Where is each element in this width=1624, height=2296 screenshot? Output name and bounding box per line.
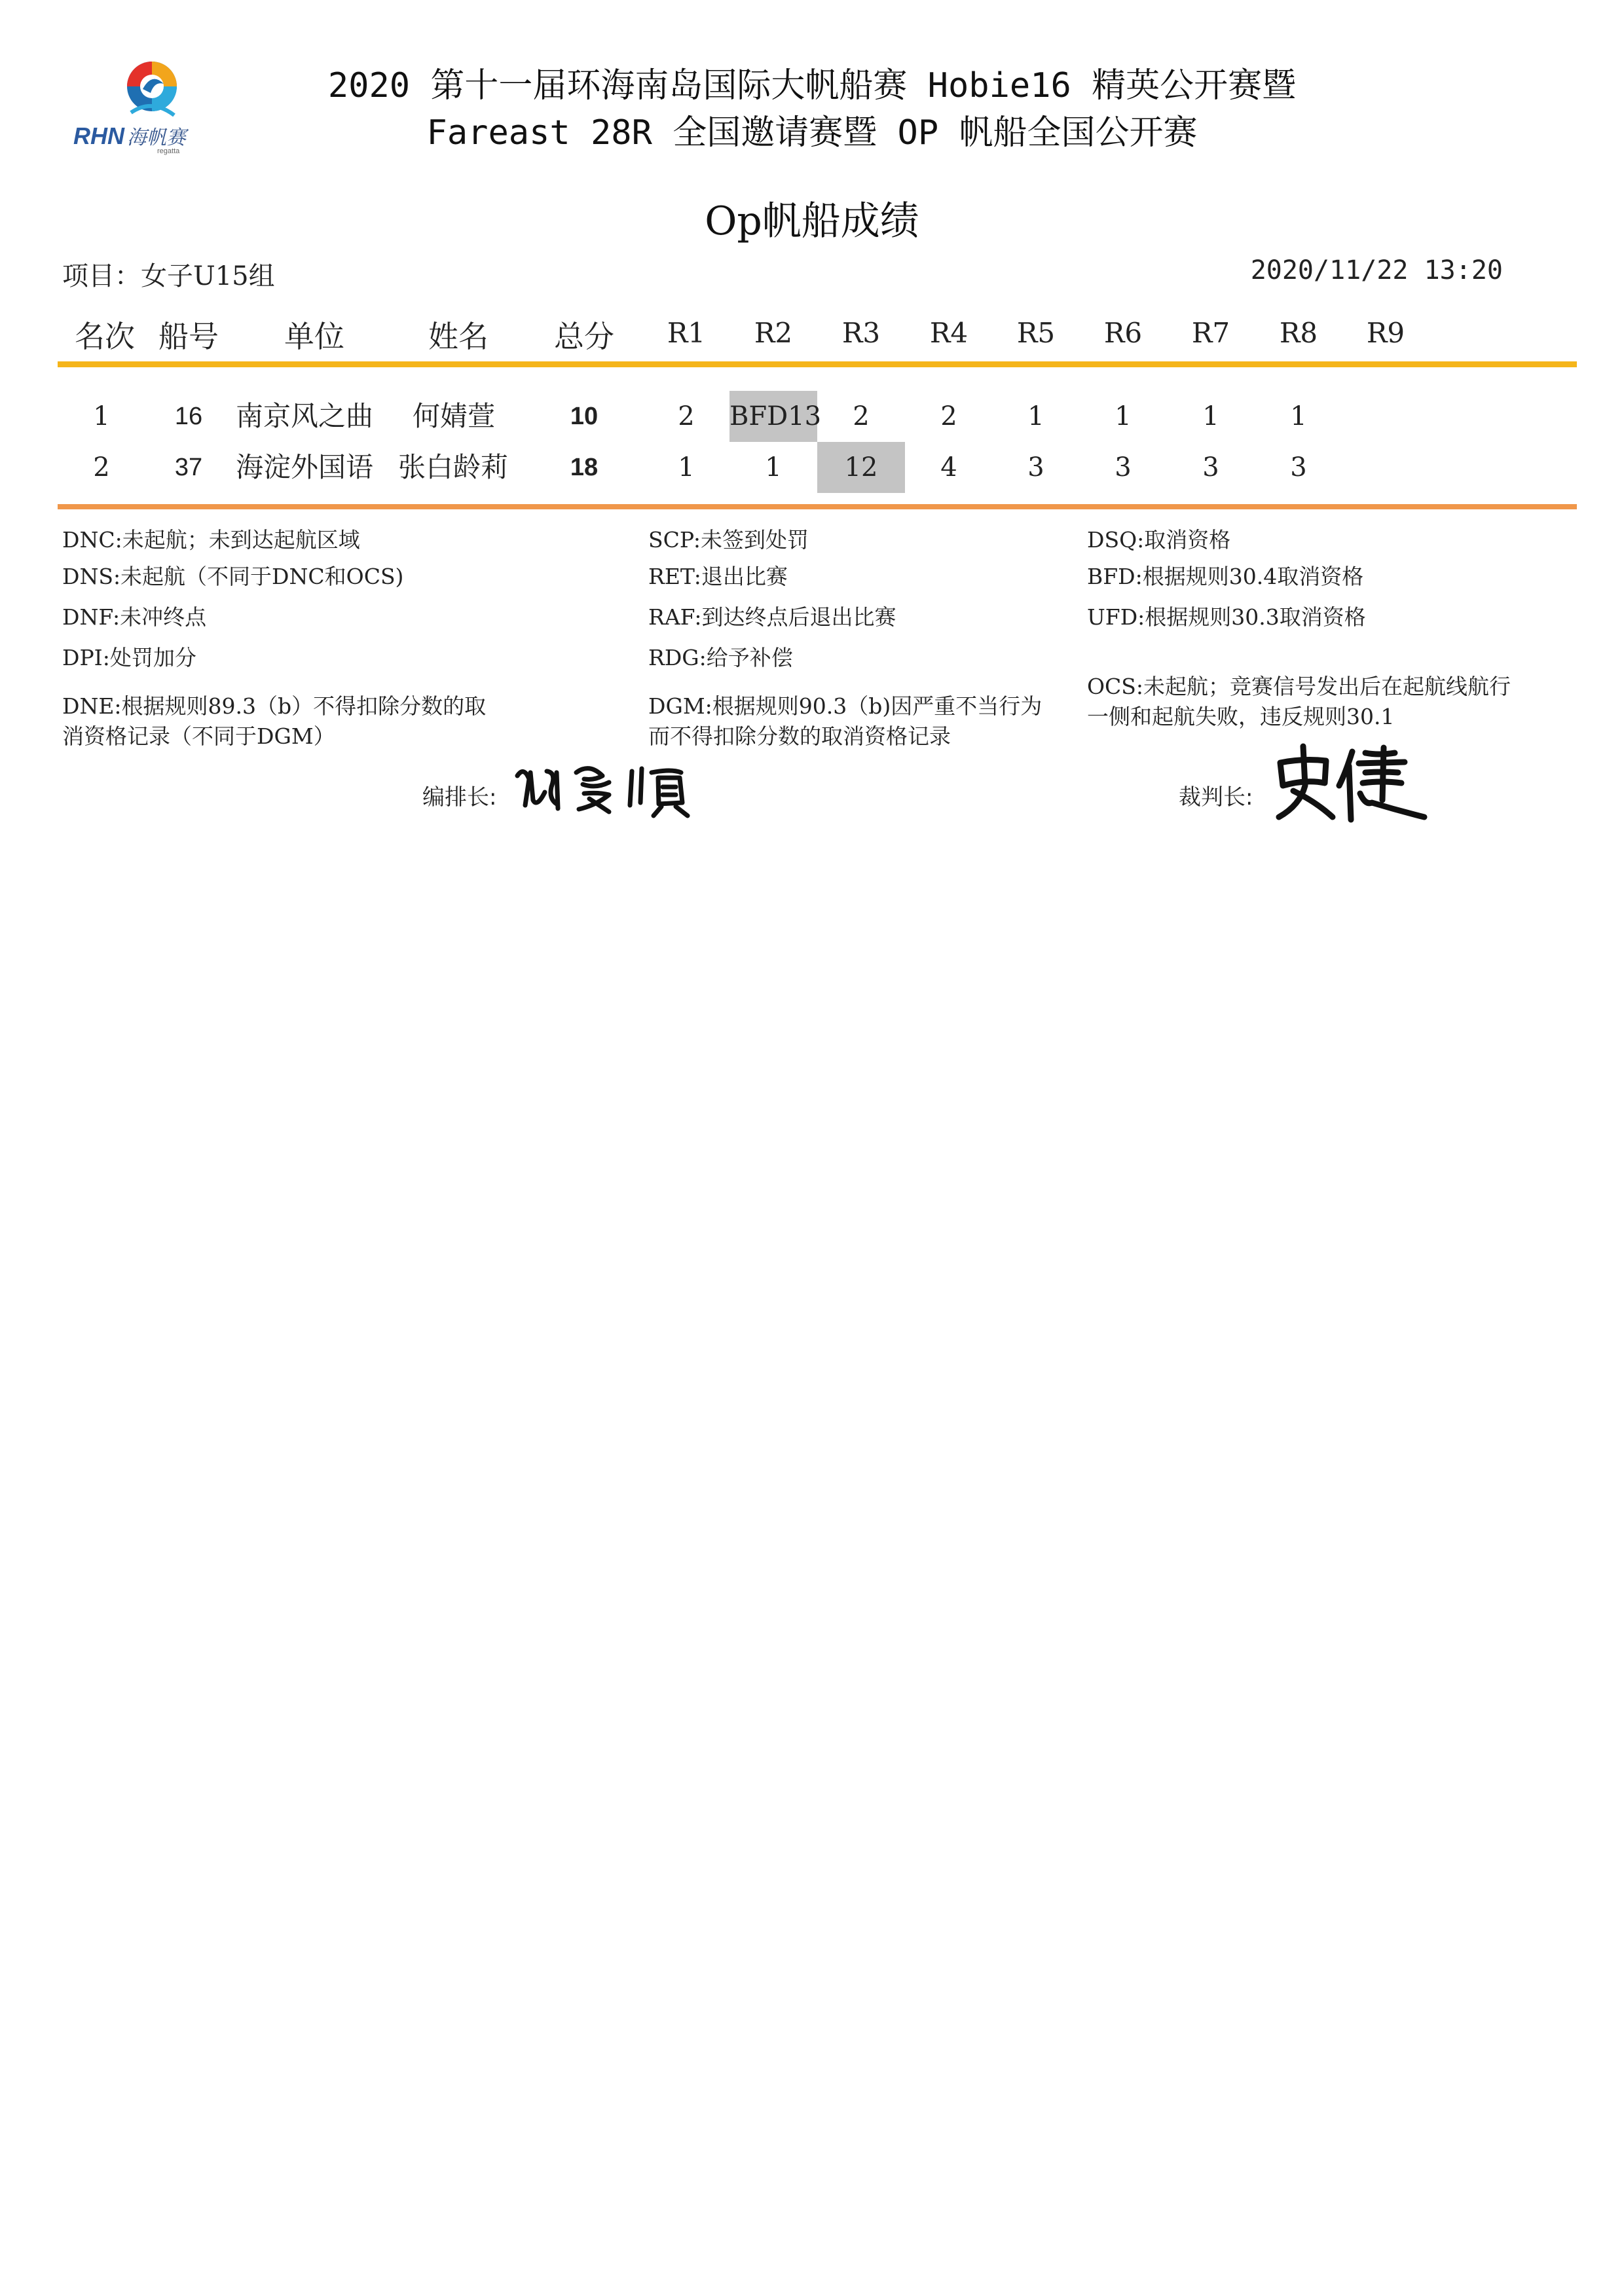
cell-total: 18: [570, 454, 599, 481]
judge-signature: [1267, 740, 1437, 825]
legend-dne-line2: 消资格记录（不同于DGM）: [62, 723, 335, 749]
cell-r7: 1: [1202, 401, 1219, 431]
legend-ocs-line1: OCS:未起航；竞赛信号发出后在起航线航行: [1087, 674, 1511, 699]
sail-swirl-icon: [111, 52, 190, 124]
table-bottom-rule: [58, 504, 1577, 509]
cell-boat: 37: [174, 454, 203, 481]
judge-signature-image: [1267, 740, 1437, 825]
scheduler-signature-image: [511, 753, 707, 818]
legend-bfd: BFD:根据规则30.4取消资格: [1087, 564, 1364, 589]
event-title-line-1: 2020 第十一届环海南岛国际大帆船赛 Hobie16 精英公开赛暨: [327, 66, 1297, 105]
cell-r5: 3: [1027, 452, 1044, 483]
cell-r9: [1356, 442, 1415, 493]
results-title: Op帆船成绩: [705, 198, 919, 244]
legend-dpi: DPI:处罚加分: [62, 645, 196, 670]
judge-label: 裁判长:: [1179, 784, 1253, 811]
cell-r9: [1356, 391, 1415, 442]
cell-r8: 3: [1290, 452, 1307, 483]
col-header-boat: 船号: [158, 319, 219, 354]
col-header-unit: 单位: [284, 319, 344, 354]
col-header-r5: R5: [1016, 317, 1056, 349]
legend-rdg: RDG:给予补偿: [648, 645, 793, 670]
cell-r8: 1: [1290, 401, 1307, 431]
legend-dne-line1: DNE:根据规则89.3（b）不得扣除分数的取: [62, 693, 487, 719]
col-header-total: 总分: [554, 319, 614, 354]
legend-ocs-line2: 一侧和起航失败，违反规则30.1: [1087, 704, 1395, 729]
cell-r7: 3: [1202, 452, 1219, 483]
legend-dgm-line1: DGM:根据规则90.3（b)因严重不当行为: [648, 693, 1043, 719]
cell-r5: 1: [1027, 401, 1044, 431]
col-header-r1: R1: [667, 317, 706, 349]
col-header-r3: R3: [841, 317, 881, 349]
legend-dnf: DNF:未冲终点: [62, 604, 207, 630]
legend-ufd: UFD:根据规则30.3取消资格: [1087, 604, 1366, 630]
cell-unit: 南京风之曲: [236, 400, 374, 432]
cell-r6: 1: [1115, 401, 1132, 431]
legend-dgm-line2: 而不得扣除分数的取消资格记录: [648, 723, 951, 749]
legend-dns: DNS:未起航（不同于DNC和OCS): [62, 564, 404, 589]
table-top-rule: [58, 361, 1577, 367]
event-category: 项目：女子U15组: [62, 261, 275, 291]
cell-r1: 2: [678, 401, 695, 431]
cell-rank: 2: [93, 452, 110, 483]
cell-total: 10: [570, 403, 599, 430]
col-header-r8: R8: [1279, 317, 1318, 349]
cell-r4: 4: [940, 452, 957, 483]
legend-raf: RAF:到达终点后退出比赛: [648, 604, 896, 630]
cell-rank: 1: [93, 401, 110, 431]
col-header-r2: R2: [754, 317, 793, 349]
cell-r6: 3: [1115, 452, 1132, 483]
cell-r2: 1: [765, 452, 782, 483]
event-logo: [65, 49, 216, 154]
legend-dnc: DNC:未起航；未到达起航区域: [62, 527, 360, 553]
report-datetime: 2020/11/22 13:20: [1250, 255, 1503, 285]
cell-unit: 海淀外国语: [236, 451, 374, 483]
col-header-name: 姓名: [428, 319, 489, 354]
legend-dsq: DSQ:取消资格: [1087, 527, 1231, 553]
col-header-r7: R7: [1191, 317, 1230, 349]
cell-r2: BFD13: [729, 391, 817, 442]
col-header-r4: R4: [929, 317, 969, 349]
cell-boat: 16: [174, 403, 203, 430]
logo-text-cn: 海帆赛: [127, 127, 186, 149]
scheduler-label: 编排长:: [422, 784, 497, 811]
cell-r1: 1: [678, 452, 695, 483]
legend-scp: SCP:未签到处罚: [648, 527, 809, 553]
cell-r3: 12: [817, 442, 905, 493]
logo-subtext: regatta: [157, 147, 180, 155]
scheduler-signature: [511, 753, 707, 818]
col-header-r6: R6: [1103, 317, 1143, 349]
cell-name: 张白龄莉: [398, 451, 509, 483]
col-header-rank: 名次: [75, 319, 135, 354]
cell-r3: 2: [853, 401, 870, 431]
logo-text: RHN: [73, 122, 124, 149]
cell-name: 何婧萱: [413, 400, 496, 432]
event-title-line-2: Fareast 28R 全国邀请赛暨 OP 帆船全国公开赛: [426, 113, 1198, 153]
col-header-r9: R9: [1366, 317, 1405, 349]
cell-r4: 2: [940, 401, 957, 431]
legend-ret: RET:退出比赛: [648, 564, 788, 589]
